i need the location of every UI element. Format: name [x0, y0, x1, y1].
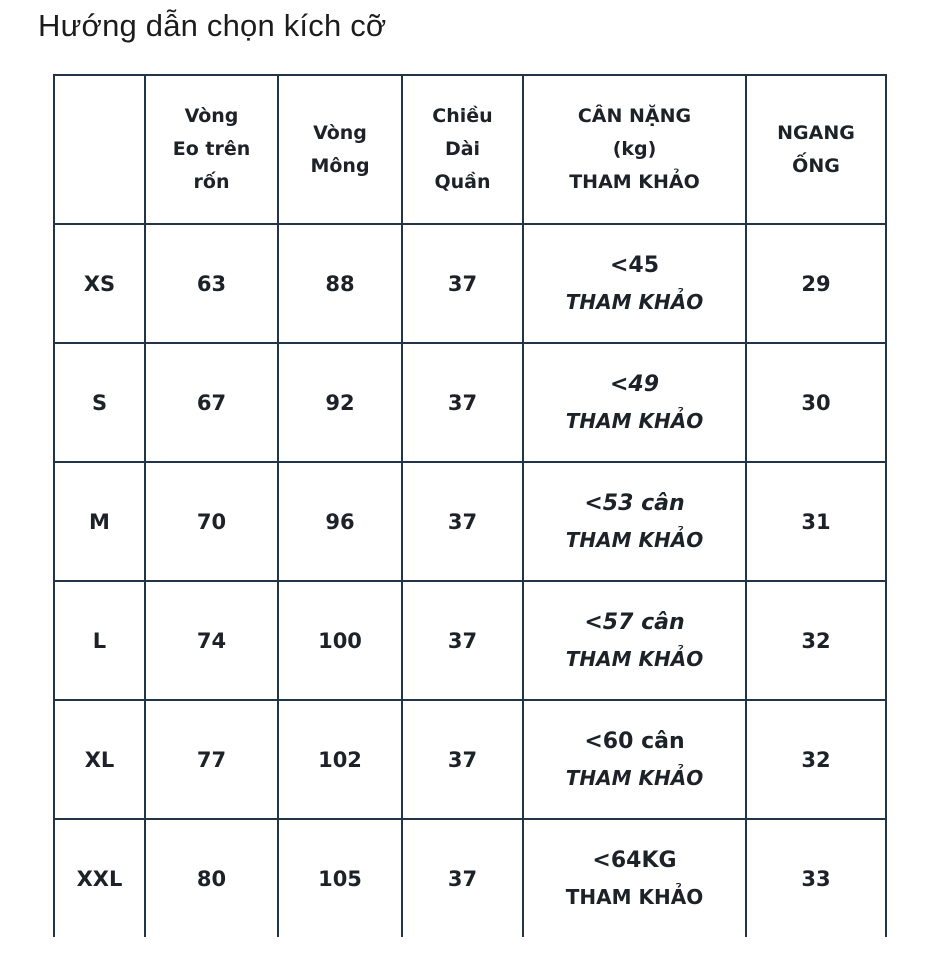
size-cell: XL — [54, 700, 145, 819]
header-length — [402, 75, 523, 224]
hip-cell: 96 — [278, 462, 402, 581]
header-hip — [278, 75, 402, 224]
header-length-line: Chiều — [432, 105, 493, 127]
waist-cell: 80 — [145, 819, 278, 937]
size-cell: L — [54, 581, 145, 700]
weight-note: THAM KHẢO — [565, 646, 704, 671]
table-row — [54, 819, 886, 937]
size-chart-table — [53, 74, 887, 937]
waist-cell: 77 — [145, 700, 278, 819]
weight-cell — [523, 462, 746, 581]
header-waist — [145, 75, 278, 224]
header-hip-line: Mông — [310, 154, 370, 177]
weight-value: <60 cân — [584, 728, 685, 754]
leg-cell: 32 — [746, 581, 886, 700]
hip-cell: 92 — [278, 343, 402, 462]
waist-cell: 74 — [145, 581, 278, 700]
length-cell: 37 — [402, 581, 523, 700]
header-leg-line: ỐNG — [792, 154, 840, 177]
length-cell: 37 — [402, 343, 523, 462]
weight-note: THAM KHẢO — [565, 527, 704, 552]
header-weight-line: THAM KHẢO — [569, 171, 700, 193]
hip-cell: 100 — [278, 581, 402, 700]
size-cell: M — [54, 462, 145, 581]
header-length-line: Dài — [444, 138, 481, 160]
header-hip-line: Vòng — [313, 121, 367, 144]
header-weight — [523, 75, 746, 224]
length-cell: 37 — [402, 224, 523, 343]
hip-cell: 105 — [278, 819, 402, 937]
waist-cell: 63 — [145, 224, 278, 343]
leg-cell: 29 — [746, 224, 886, 343]
header-waist-line: Eo trên — [172, 138, 251, 160]
table-row — [54, 343, 886, 462]
weight-value: <49 — [609, 371, 660, 397]
length-cell: 37 — [402, 700, 523, 819]
header-weight-line: CÂN NẶNG — [577, 105, 692, 127]
leg-cell: 30 — [746, 343, 886, 462]
weight-cell — [523, 224, 746, 343]
header-leg-line: NGANG — [777, 121, 855, 144]
page-title: Hướng dẫn chọn kích cỡ — [38, 8, 387, 43]
length-cell: 37 — [402, 819, 523, 937]
weight-value: <45 — [609, 252, 660, 278]
table-header-row — [54, 75, 886, 224]
weight-note: THAM KHẢO — [565, 765, 704, 790]
weight-note: THAM KHẢO — [565, 884, 704, 909]
weight-cell — [523, 581, 746, 700]
weight-note: THAM KHẢO — [565, 408, 704, 433]
header-waist-line: Vòng — [184, 105, 239, 127]
size-cell: XS — [54, 224, 145, 343]
header-leg-opening — [746, 75, 886, 224]
header-length-line: Quần — [434, 171, 491, 193]
leg-cell: 31 — [746, 462, 886, 581]
waist-cell: 70 — [145, 462, 278, 581]
table-row — [54, 581, 886, 700]
leg-cell: 32 — [746, 700, 886, 819]
weight-value: <57 cân — [584, 609, 685, 635]
weight-cell — [523, 819, 746, 937]
weight-value: <64KG — [592, 847, 677, 873]
weight-cell — [523, 343, 746, 462]
hip-cell: 102 — [278, 700, 402, 819]
weight-value: <53 cân — [584, 490, 685, 516]
table-row — [54, 700, 886, 819]
length-cell: 37 — [402, 462, 523, 581]
table-row — [54, 462, 886, 581]
size-cell: XXL — [54, 819, 145, 937]
table-row — [54, 224, 886, 343]
weight-note: THAM KHẢO — [565, 289, 704, 314]
hip-cell: 88 — [278, 224, 402, 343]
size-cell: S — [54, 343, 145, 462]
header-size — [54, 75, 145, 224]
waist-cell: 67 — [145, 343, 278, 462]
weight-cell — [523, 700, 746, 819]
header-waist-line: rốn — [193, 171, 230, 193]
leg-cell: 33 — [746, 819, 886, 937]
header-weight-line: (kg) — [612, 138, 657, 160]
